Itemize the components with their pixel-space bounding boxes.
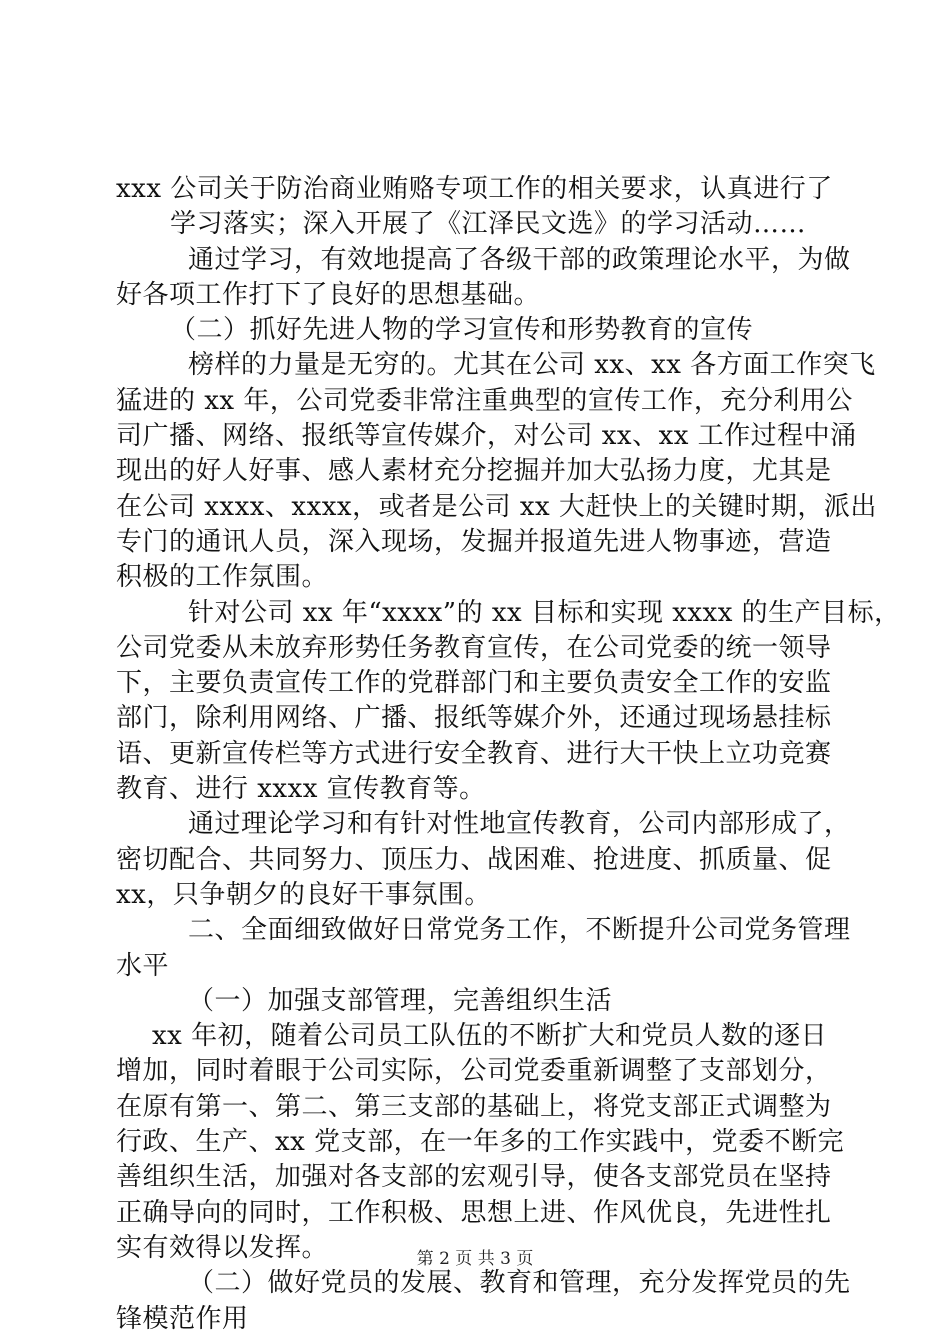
text-line: 在公司 xxxx、xxxx，或者是公司 xx 大赶快上的关键时期，派出 — [116, 491, 877, 522]
text-line: 善组织生活，加强对各支部的宏观引导，使各支部党员在坚持 — [116, 1162, 832, 1193]
text-line: 通过学习，有效地提高了各级干部的政策理论水平，为做 — [188, 244, 851, 275]
text-line: 榜样的力量是无穷的。尤其在公司 xx、xx 各方面工作突飞 — [188, 350, 876, 381]
text-line: 下，主要负责宣传工作的党群部门和主要负责安全工作的安监 — [116, 668, 832, 699]
text-line: 实有效得以发挥。 — [116, 1232, 329, 1263]
text-line: xx 年初，随着公司员工队伍的不断扩大和党员人数的逐日 — [152, 1021, 828, 1052]
section-heading: 水平 — [116, 950, 170, 981]
section-heading: （一）加强支部管理，完善组织生活 — [188, 985, 613, 1016]
text-line: 猛进的 xx 年，公司党委非常注重典型的宣传工作，充分利用公 — [116, 385, 853, 416]
text-line: 积极的工作氛围。 — [116, 562, 329, 593]
text-line: 行政、生产、xx 党支部，在一年多的工作实践中，党委不断完 — [116, 1127, 845, 1158]
text-line: 好各项工作打下了良好的思想基础。 — [116, 279, 541, 310]
text-line: 通过理论学习和有针对性地宣传教育，公司内部形成了， — [188, 809, 851, 840]
text-line: 部门，除利用网络、广播、报纸等媒介外，还通过现场悬挂标 — [116, 703, 832, 734]
text-line: 学习落实；深入开展了《江泽民文选》的学习活动…… — [170, 209, 807, 240]
document-body — [116, 172, 901, 1337]
text-line: 正确导向的同时，工作积极、思想上进、作风优良，先进性扎 — [116, 1197, 832, 1228]
text-line: 针对公司 xx 年“xxxx”的 xx 目标和实现 xxxx 的生产目标， — [188, 597, 901, 628]
text-line: 教育、进行 xxxx 宣传教育等。 — [116, 774, 486, 805]
section-heading: （二）抓好先进人物的学习宣传和形势教育的宣传 — [170, 315, 754, 346]
text-line: 专门的通讯人员，深入现场，发掘并报道先进人物事迹，营造 — [116, 526, 832, 557]
text-line: 在原有第一、第二、第三支部的基础上，将党支部正式调整为 — [116, 1091, 832, 1122]
text-line: 增加，同时着眼于公司实际，公司党委重新调整了支部划分， — [116, 1056, 832, 1087]
text-line: 语、更新宣传栏等方式进行安全教育、进行大干快上立功竞赛 — [116, 738, 832, 769]
section-heading: （二）做好党员的发展、教育和管理，充分发挥党员的先 — [188, 1268, 851, 1299]
section-heading: 二、全面细致做好日常党务工作，不断提升公司党务管理 — [188, 915, 851, 946]
text-line: xx，只争朝夕的良好干事氛围。 — [116, 879, 491, 910]
text-line: 现出的好人好事、感人素材充分挖掘并加大弘扬力度，尤其是 — [116, 456, 832, 487]
section-heading: 锋模范作用 — [116, 1303, 249, 1334]
text-line: xxx 公司关于防治商业贿赂专项工作的相关要求，认真进行了 — [116, 174, 833, 204]
text-line: 公司党委从未放弃形势任务教育宣传，在公司党委的统一领导 — [116, 632, 832, 663]
text-line: 密切配合、共同努力、顶压力、战困难、抢进度、抓质量、促 — [116, 844, 832, 875]
page-number-footer: 第 2 页 共 3 页 — [416, 1249, 534, 1269]
text-line: 司广播、网络、报纸等宣传媒介，对公司 xx、xx 工作过程中涌 — [116, 421, 857, 452]
